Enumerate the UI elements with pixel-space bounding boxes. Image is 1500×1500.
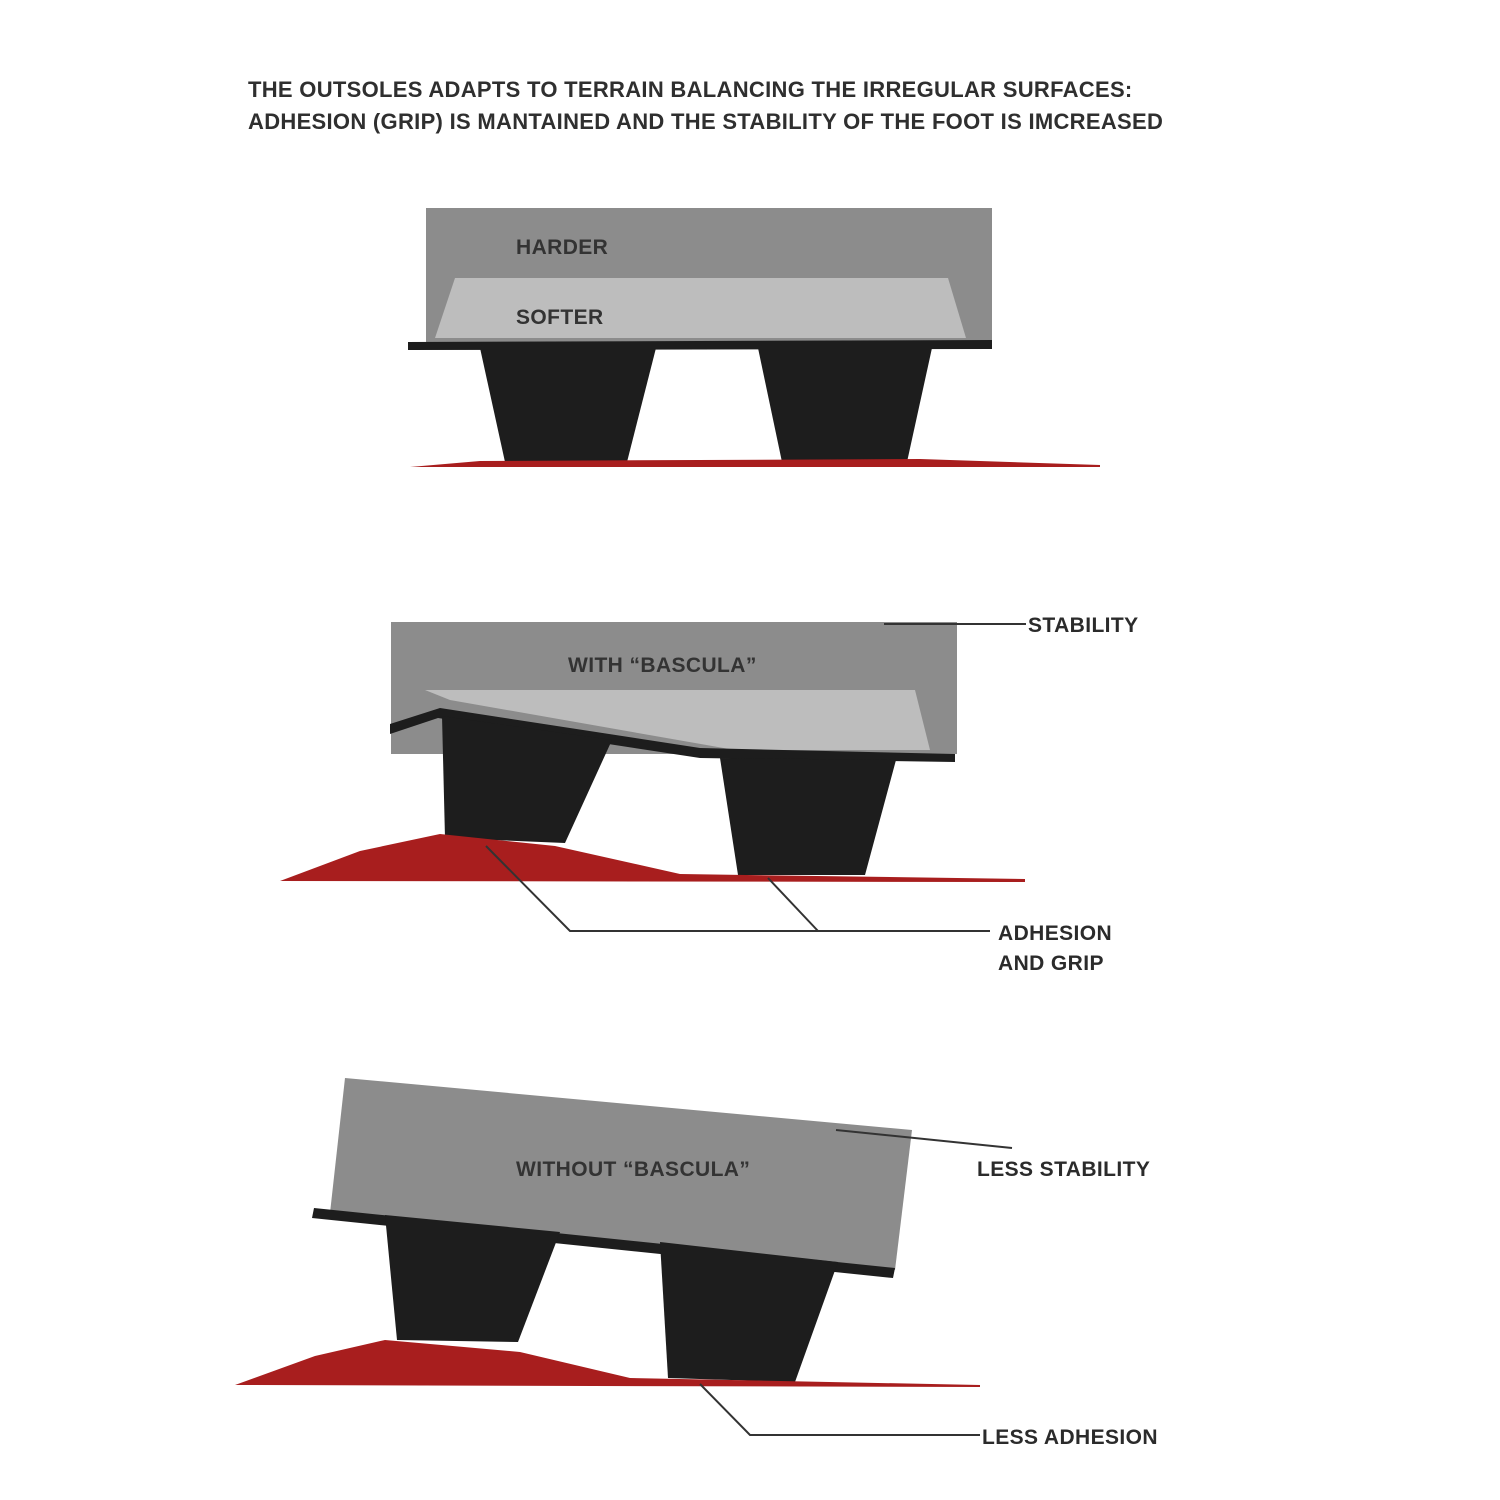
heading-line-1: THE OUTSOLES ADAPTS TO TERRAIN BALANCING THE IRREGULAR SURFACES: bbox=[248, 77, 1133, 102]
adhesion-leader-right bbox=[768, 878, 818, 931]
panel-flat-terrain bbox=[408, 208, 1100, 467]
lug-left bbox=[385, 1215, 560, 1342]
less-adhesion-callout: LESS ADHESION bbox=[982, 1426, 1158, 1449]
terrain-bump bbox=[280, 834, 1025, 882]
stability-callout: STABILITY bbox=[1028, 614, 1139, 637]
less-stability-callout: LESS STABILITY bbox=[977, 1158, 1151, 1181]
harder-label: HARDER bbox=[516, 236, 609, 259]
with-bascula-label: WITH “BASCULA” bbox=[568, 654, 757, 677]
lug-right bbox=[720, 758, 896, 875]
adhesion-callout-line-2: AND GRIP bbox=[998, 952, 1104, 975]
lug-right bbox=[758, 348, 932, 462]
panel-without-bascula bbox=[235, 1078, 1158, 1449]
adhesion-callout-line-1: ADHESION bbox=[998, 922, 1113, 945]
lug-right bbox=[660, 1242, 838, 1382]
softer-layer bbox=[435, 278, 966, 338]
softer-label: SOFTER bbox=[516, 306, 604, 329]
lug-left bbox=[480, 348, 656, 462]
heading-line-2: ADHESION (GRIP) IS MANTAINED AND THE STABILITY OF THE FOOT IS IMCREASED bbox=[248, 109, 1164, 134]
panel-with-bascula bbox=[280, 614, 1139, 975]
less-adhesion-leader bbox=[700, 1384, 980, 1435]
without-bascula-label: WITHOUT “BASCULA” bbox=[516, 1158, 751, 1181]
terrain-bump bbox=[235, 1340, 980, 1387]
